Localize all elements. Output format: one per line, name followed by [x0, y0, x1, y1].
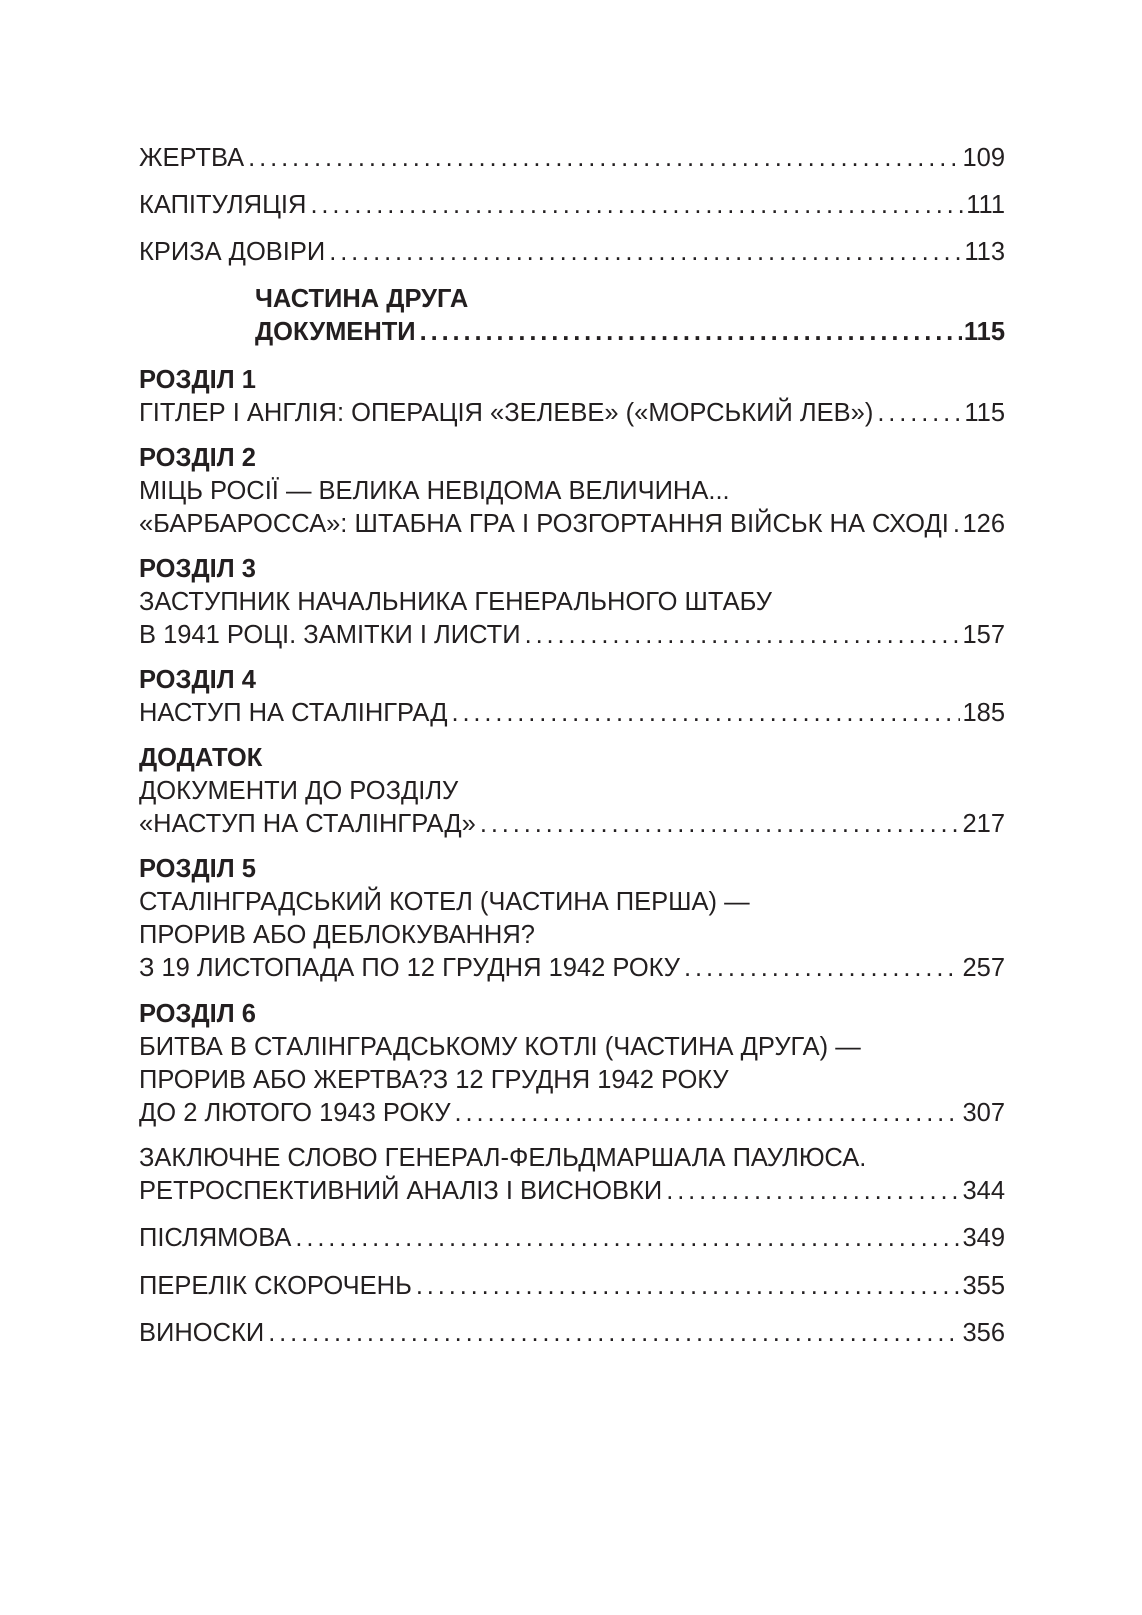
dot-leader [248, 142, 960, 175]
toc-page-number: 115 [964, 399, 1005, 427]
toc-page-number: 111 [966, 191, 1005, 219]
toc-chapter-entry [139, 364, 1005, 430]
toc-entry-subtitle: БИТВА В СТАЛІНГРАДСЬКОМУ КОТЛІ (ЧАСТИНА ДРУГА) — [139, 1033, 861, 1061]
dot-leader [310, 189, 964, 222]
toc-entry-title: В 1941 РОЦІ. ЗАМІТКИ І ЛИСТИ [139, 621, 521, 649]
toc-entry-subtitle: ПРОРИВ АБО ЖЕРТВА?З 12 ГРУДНЯ 1942 РОКУ [139, 1066, 729, 1094]
toc-page-number: 356 [962, 1319, 1005, 1347]
toc-page-number: 113 [964, 238, 1005, 266]
toc-entry [139, 1142, 1005, 1208]
dot-leader [451, 697, 960, 730]
toc-page-number: 307 [962, 1099, 1005, 1127]
toc-page-number: 344 [962, 1177, 1005, 1205]
toc-page-number: 349 [962, 1224, 1005, 1252]
dot-leader [268, 1317, 960, 1350]
toc-entry-title: ЖЕРТВА [139, 144, 245, 172]
toc-entry [139, 1222, 1005, 1255]
toc-entry-title: ДО 2 ЛЮТОГО 1943 РОКУ [139, 1099, 451, 1127]
toc-entry-subtitle: СТАЛІНГРАДСЬКИЙ КОТЕЛ (ЧАСТИНА ПЕРША) — [139, 888, 750, 916]
toc-page-number: 355 [962, 1272, 1005, 1300]
dot-leader [953, 508, 961, 541]
toc-entry-title: КРИЗА ДОВІРИ [139, 238, 326, 266]
dot-leader [455, 1097, 961, 1130]
toc-entry-title: «НАСТУП НА СТАЛІНГРАД» [139, 810, 476, 838]
toc-entry-title: НАСТУП НА СТАЛІНГРАД [139, 699, 448, 727]
dot-leader [295, 1222, 960, 1255]
toc-entry-subtitle: ДОКУМЕНТИ ДО РОЗДІЛУ [139, 777, 459, 805]
dot-leader [666, 1175, 960, 1208]
chapter-heading: РОЗДІЛ 2 [139, 444, 256, 472]
toc-page-number: 115 [963, 318, 1005, 346]
toc-page-number: 109 [962, 144, 1005, 172]
toc-entry-title: ДОКУМЕНТИ [255, 318, 416, 346]
chapter-heading: РОЗДІЛ 6 [139, 1000, 256, 1028]
toc-page-number: 157 [962, 621, 1005, 649]
toc-entry-title: ПЕРЕЛІК СКОРОЧЕНЬ [139, 1272, 412, 1300]
toc-entry-title: З 19 ЛИСТОПАДА ПО 12 ГРУДНЯ 1942 РОКУ [139, 954, 681, 982]
toc-entry-subtitle: ПРОРИВ АБО ДЕБЛОКУВАННЯ? [139, 921, 535, 949]
dot-leader [416, 1270, 961, 1303]
dot-leader [684, 952, 960, 985]
toc-chapter-entry [139, 998, 1005, 1130]
toc-entry [139, 236, 1005, 269]
toc-entry-subtitle: ЗАСТУПНИК НАЧАЛЬНИКА ГЕНЕРАЛЬНОГО ШТАБУ [139, 588, 772, 616]
dot-leader [525, 619, 961, 652]
toc-entry [139, 1317, 1005, 1350]
toc-entry-subtitle: МІЦЬ РОСІЇ — ВЕЛИКА НЕВІДОМА ВЕЛИЧИНА... [139, 477, 730, 505]
chapter-heading: РОЗДІЛ 3 [139, 555, 256, 583]
toc-entry [139, 189, 1005, 222]
dot-leader [877, 397, 962, 430]
chapter-heading: РОЗДІЛ 5 [139, 855, 256, 883]
chapter-heading: РОЗДІЛ 4 [139, 666, 256, 694]
toc-entry-title: РЕТРОСПЕКТИВНИЙ АНАЛІЗ І ВИСНОВКИ [139, 1177, 663, 1205]
toc-appendix-entry [139, 742, 1005, 841]
dot-leader [420, 316, 962, 349]
part-title: ЧАСТИНА ДРУГА [255, 285, 469, 313]
toc-page-number: 257 [962, 954, 1005, 982]
dot-leader [329, 236, 962, 269]
toc-chapter-entry [139, 664, 1005, 730]
toc-entry-title: ВИНОСКИ [139, 1319, 265, 1347]
toc-chapter-entry [139, 553, 1005, 652]
appendix-heading: ДОДАТОК [139, 744, 263, 772]
toc-entry-subtitle: ЗАКЛЮЧНЕ СЛОВО ГЕНЕРАЛ-ФЕЛЬДМАРШАЛА ПАУЛЮСА. [139, 1144, 867, 1172]
toc-page-number: 126 [962, 510, 1005, 538]
toc-entry [139, 142, 1005, 175]
chapter-heading: РОЗДІЛ 1 [139, 366, 256, 394]
toc-chapter-entry [139, 853, 1005, 985]
toc-entry-title: ГІТЛЕР І АНГЛІЯ: ОПЕРАЦІЯ «ЗЕЛЕВЕ» («МОРСЬКИЙ ЛЕВ») [139, 399, 874, 427]
dot-leader [480, 808, 961, 841]
toc-page-number: 217 [962, 810, 1005, 838]
toc-entry-title: ПІСЛЯМОВА [139, 1224, 292, 1252]
toc-part-entry [139, 283, 1005, 349]
toc-entry-title: «БАРБАРОССА»: ШТАБНА ГРА І РОЗГОРТАННЯ ВІЙСЬК НА СХОДІ [139, 510, 949, 538]
toc-entry [139, 1270, 1005, 1303]
toc-chapter-entry [139, 442, 1005, 541]
toc-page-number: 185 [962, 699, 1005, 727]
toc-entry-title: КАПІТУЛЯЦІЯ [139, 191, 307, 219]
